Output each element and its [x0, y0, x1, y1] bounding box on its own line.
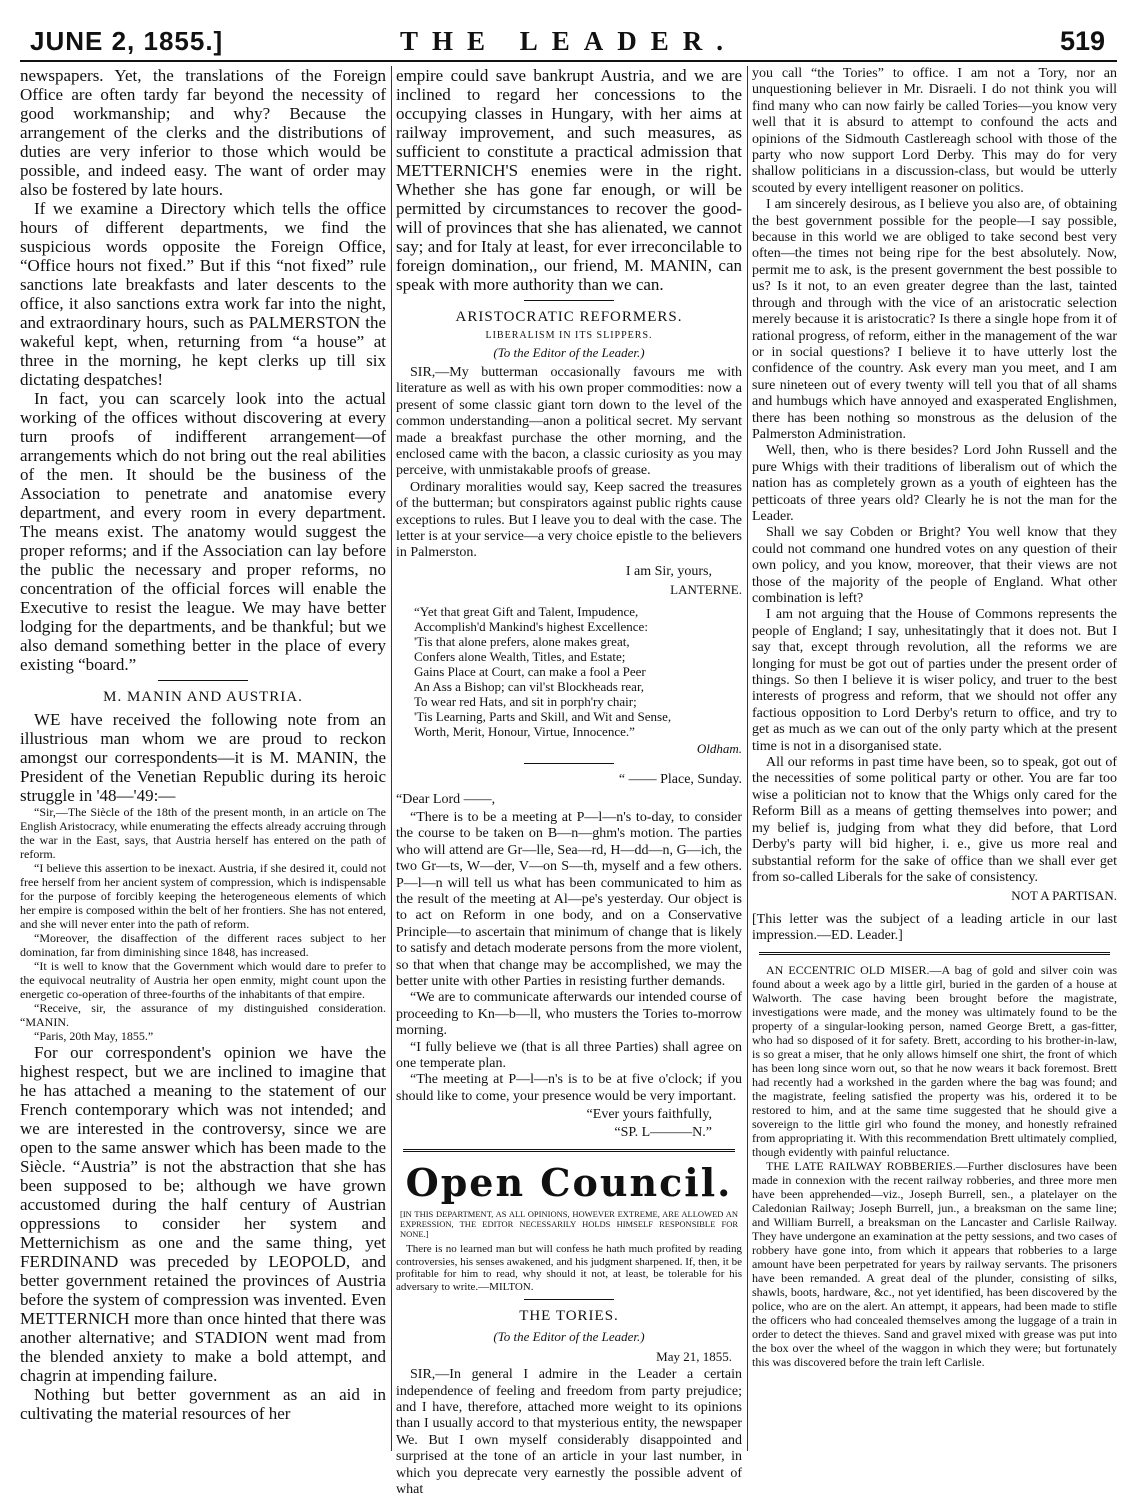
letter-paragraph: SIR,—My butterman occasionally favours me with literature as well as with his own proper commodities: now a present of some classic giant torn down to the level of the common understanding—anon a political secret. My servant made a breakfast purchase the other morning, and the enclosed came with the bacon, a classic curiosity as you may perceive, with unmistakable proofs of grease.	[396, 365, 742, 479]
paragraph: In fact, you can scarcely look into the actual working of the offices without discovering at every turn proofs of indifferent arrangement—of arrangements which do not bring out the real abilities of the men. It should be the business of the Association to penetrate and anatomise every department, and every room in every department. The means exist. The anatomy would suggest the proper reforms; and if the Association can lay before the public the necessary and proper reforms, no concentration of the official forces will enable the Executive to resist the league. We may have better lodging for the departments, and be thankful; but we also demand something better in the place of every existing “board.”	[20, 389, 386, 674]
poem-line: Confers alone Wealth, Titles, and Estate;	[414, 648, 626, 664]
paragraph: you call “the Tories” to office. I am not a Tory, nor an unquestioning believer in Mr. Disraeli. I do not think you will find many who can now fairly be called Tories—you know very well that it is absurd to attempt to confound the acts and opinions of the Sidmouth Castlereagh school with those of the party who now support Lord Derby. This may do for very shallow politicians in a discussion-class, but would be utterly scouted by every intelligent reasoner on politics.	[752, 66, 1117, 196]
letter-paragraph: “We are to communicate afterwards our intended course of proceeding to Kn—b—ll, who musters the Tories to-morrow morning.	[396, 990, 742, 1039]
letter-paragraph: “Sir,—The Siècle of the 18th of the present month, in an article on The English Aristocracy, while enumerating the effects already accruing through the war in the East, says, that Austria herself has entered on the path of reform.	[20, 805, 386, 861]
article-heading-tories: THE TORIES.	[519, 1308, 619, 1325]
letter-paragraph: SIR,—In general I admire in the Leader a certain independence of feeling and freedom from party prejudice; and I have, therefore, attached more weight to its opinions than I usually accord to that mysterious entity, the newspaper We. But I own myself considerably disappointed and surprised at the tone of an article in your last number, in which you deprecate very earnestly the possible advent of what	[396, 1367, 742, 1498]
poem-line: 'Tis that alone prefers, alone makes great,	[414, 633, 630, 649]
letter-paragraph: Ordinary moralities would say, Keep sacred the treasures of the butterman; but conspirators against public rights cause exceptions to rules. But I leave you to deal with the case. The letter is at your service—a very choice epistle to the believers in Palmerston.	[396, 479, 742, 561]
column-3	[752, 66, 1117, 1451]
addressee: (To the Editor of the Leader.)	[493, 345, 645, 360]
news-item-railway: THE LATE RAILWAY ROBBERIES.—Further disclosures have been made in connexion with the recent railway robberies, and three more men have been apprehended—viz., Joseph Burrell, sen., a platelayer on the Caledonian Railway; Joseph Burrell, jun., a breaksman on the same line; and William Burrell, a breaksman on the Lancaster and Carlisle Railway. They have undergone an examination at the petty sessions, and two cases of robbery have gone into, from which it appears that robberies to a large amount have been perpetrated for years by railway servants. The prisoners have been remanded. A great deal of the plunder, consisting of silks, shawls, boots, hardware, &c., not yet identified, has been discovered by the police, who are on the alert. An attempt, it appears, had been made to stifle the officers who had concealed themselves among the luggage of a train in order to detect the thieves. Sand and gravel mixed with grease was put into the box over the wheel of the waggon in which they were; but fortunately this was discovered before the train left Carlisle.	[752, 1159, 1117, 1370]
editor-note: [This letter was the subject of a leading article in our last impression.—ED. Leader.]	[752, 912, 1117, 944]
salutation: “Dear Lord ——,	[396, 791, 496, 807]
masthead	[20, 0, 1117, 62]
column-2	[396, 66, 743, 1498]
article-subheading: LIBERALISM IN ITS SLIPPERS.	[485, 330, 653, 341]
motto: There is no learned man but will confess he hath much profited by reading controversies, his senses awakened, and his judgment sharpened. If, then, it be profitable for him to read, why should it not, at least, be tolerable for his adversary to write.—MILTON.	[396, 1243, 742, 1293]
paragraph: Nothing but better government as an aid in cultivating the material resources of her	[20, 1385, 386, 1423]
paragraph: I am sincerely desirous, as I believe you also are, of obtaining the best government possible for the people—I say possible, because in this world we are obliged to take second best very often—the times not being ripe for the best absolutely. Now, permit me to ask, is the present government the best possible to us? Is it not, to an even greater degree than the last, tainted through and through with the vice of an aristocratic selection merely because it is aristocratic? Is there a single hope from it of rational progress, of reform, either in the management of the war or in social questions? I believe it to have utterly lost the confidence of the country. Ask every man you meet, and I am sure nineteen out of every twenty will tell you that of all shams and humbugs which have annoyed and exasperated Englishmen, there has been nothing so monstrous as the delusion of the Palmerston Administration.	[752, 197, 1117, 442]
divider	[524, 763, 614, 764]
poem-source: Oldham.	[696, 740, 742, 756]
newspaper-title: THE LEADER.	[399, 26, 738, 56]
paragraph: All our reforms in past time have been, so to speak, got out of the necessities of some political party or other. You are far too wise a politician not to know that the Whigs only cared for the Reform Bill as a means of getting themselves into power; and my belief is, judging from what they did before, that Lord Derby's party will bid higher, i. e., give us more real and substantial reform for the sake of office than we shall ever get from so-called Liberals for the sake of consistency.	[752, 755, 1117, 885]
letter-paragraph: “It is well to know that the Government which would dare to prefer to the equivocal neutrality of Austria her open enmity, might count upon the energetic co-operation of three-fourths of the inhabitants of that empire.	[20, 959, 386, 1001]
poem-line: 'Tis Learning, Parts and Skill, and Wit and Sense,	[414, 708, 672, 724]
divider	[524, 300, 614, 301]
paragraph: I am not arguing that the House of Commons represents the people of England; I say, unhesitatingly that it does not. But I say that, except through revolution, all the reforms we are longing for must be got out of parties under the present order of things. So then I believe it is wiser policy, and truer to the best interests of progress and reform, that we should not offer any factious opposition to Lord Derby's return to office, and try to get as much as we can out of the only party which at the present time is not in a disorganised state.	[752, 607, 1117, 754]
editorial-notice: [IN THIS DEPARTMENT, AS ALL OPINIONS, HOWEVER EXTREME, ARE ALLOWED AN EXPRESSION, THE EDITOR NECESSARILY HOLDS HIMSELF RESPONSIBLE FOR NONE.]	[400, 1209, 738, 1240]
closing: I am Sir, yours,	[625, 563, 712, 579]
article-heading-manin: M. MANIN AND AUSTRIA.	[103, 689, 303, 705]
paragraph: WE have received the following note from an illustrious man whom we are proud to reckon amongst our correspondents—it is M. MANIN, the President of the Venetian Republic during its heroic struggle in '48—'49:—	[20, 710, 386, 805]
poem-line: “Yet that great Gift and Talent, Impudence,	[414, 603, 639, 619]
double-rule	[759, 952, 1109, 955]
poem-line: Worth, Merit, Honour, Virtue, Innocence.”	[414, 723, 635, 739]
paragraph: empire could save bankrupt Austria, and we are inclined to regard her concessions to the occupying classes in Hungary, with her aims at railway improvement, and such measures, as sufficient to constitute a practical admission that METTERNICH'S enemies were in the right. Whether she has gone far enough, or will be permitted by circumstances to recover the good-will of provinces that she has alienated, we cannot say; and for Italy at least, for ever irreconcilable to foreign domination,, our friend, M. MANIN, can speak with more authority than we can.	[396, 66, 742, 294]
section-title-open-council: Open Council.	[405, 1160, 733, 1206]
column-rule	[391, 66, 392, 1451]
letter-paragraph: “The meeting at P—l—n's is to be at five o'clock; if you should like to come, your presence would be very important.	[396, 1072, 742, 1104]
letter-date: May 21, 1855.	[656, 1349, 732, 1365]
letter-paragraph: “Moreover, the disaffection of the different races subject to her domination, far from diminishing since 1848, has increased.	[20, 931, 386, 959]
letter-paragraph: “Paris, 20th May, 1855.”	[34, 1029, 154, 1043]
poem-line: To wear red Hats, and sit in porph'ry chair;	[414, 693, 637, 709]
signature: NOT A PARTISAN.	[1011, 888, 1117, 904]
column-1	[20, 66, 386, 1451]
closing: “Ever yours faithfully,	[586, 1107, 712, 1123]
letter-paragraph: “Receive, sir, the assurance of my distinguished consideration. “MANIN.	[20, 1001, 386, 1029]
paragraph: For our correspondent's opinion we have the highest respect, but we are inclined to imagine that he has attached a meaning to the statement of our French contemporary which was not intended; and we are interested in the controversy, since we are open to the same answer which has been made to the Siècle. “Austria” is not the abstraction that she has been supposed to be; although we have grown accustomed during the half century of Austrian oppressions to consider her system and Metternichism as one and the same thing, yet FERDINAND was preceded by LEOPOLD, and better government retained the provinces of Austria before the system of compression was invented. Even METTERNICH more than once hinted that there was another alternative; and STADION went mad from the blended anxiety to make a bold attempt, and chagrin at impending failure.	[20, 1043, 386, 1385]
paragraph: If we examine a Directory which tells the office hours of different departments, we find the suspicious words opposite the Foreign Office, “Office hours not fixed.” But if this “not fixed” rule sanctions late breakfasts and later descents to the office, it also sanctions extra work far into the night, and extraordinary hours, such as PALMERSTON the wakeful kept, when, returning from “a house” at three in the morning, he kept clerks up till six dictating despatches!	[20, 199, 386, 389]
paragraph: Well, then, who is there besides? Lord John Russell and the pure Whigs with their traditions of liberalism out of which the nation has as completely grown as a youth of eighteen has the petticoats of three years old? Clearly he is not the man for the Leader.	[752, 443, 1117, 524]
divider	[158, 680, 248, 681]
news-item-miser: AN ECCENTRIC OLD MISER.—A bag of gold and silver coin was found about a week ago by a little girl, buried in the garden of a house at Walworth. The case having been brought before the magistrate, investigations were made, and the money was ultimately found to be the property of a singular-looking person, named George Brett, a gas-fitter, who had so disposed of it for safety. Brett, according to his brother-in-law, is so great a miser, that he only allows himself one shirt, the front of which has been long since worn out, so that he now wears it back foremost. Brett had recently had a workshed in the garden where the bag was found; and the magistrate, feeling satisfied the property was his, ordered it to be restored to him, and at the same time suggested that he should give a sovereign to the little girl who found the money, and honestly refrained from appropriating it. With this recommendation Brett ultimately complied, though evidently with painful reluctance.	[752, 963, 1117, 1160]
signature: LANTERNE.	[670, 581, 742, 597]
poem	[414, 604, 742, 739]
poem-line: Accomplish'd Mankind's highest Excellence:	[414, 618, 648, 634]
poem-line: An Ass a Bishop; can vil'st Blockheads rear,	[414, 678, 645, 694]
page-number: 519	[1059, 26, 1105, 56]
letter-paragraph: “I fully believe we (that is all three Parties) shall agree on one temperate plan.	[396, 1039, 742, 1071]
column-rule	[747, 66, 748, 1451]
signature: “SP. L———N.”	[614, 1125, 712, 1141]
paragraph: newspapers. Yet, the translations of the Foreign Office are often tardy far beyond the necessity of good workmanship; and why? Because the arrangement of the clerks and the distributions of duties are very inferior to those which would be possible, and indeed easy. The want of order may also be fostered by late hours.	[20, 66, 386, 199]
double-rule	[403, 1149, 735, 1152]
letter-paragraph: “There is to be a meeting at P—l—n's to-day, to consider the course to be taken on B—n—ghm's motion. The parties who will attend are Gr—lle, Sea—rd, H—dd—n, G—ich, the two Gr—ts, W—der, V—on S—th, myself and a few others. P—l—n will tell us what has been communicated to him as the result of the meeting at Al—pe's yesterday. Our object is to act on Reform in one body, and on a Conservative Principle—to ascertain that minimum of change that is likely to satisfy and detach moderate persons from the more violent, so that when that change may be accomplished, we may the better unite with other Parties in resisting further demands.	[396, 809, 743, 989]
poem-line: Gains Place at Court, can make a fool a Peer	[414, 663, 646, 679]
letter-place: “ —— Place, Sunday.	[618, 771, 742, 787]
addressee: (To the Editor of the Leader.)	[493, 1329, 645, 1345]
article-heading-aristocratic: ARISTOCRATIC REFORMERS.	[455, 309, 683, 325]
paragraph: Shall we say Cobden or Bright? You well know that they could not command one hundred votes on any question of their own policy, and you know, moreover, that their views are not those of the majority of the people of England. What other combination is left?	[752, 525, 1117, 606]
issue-date: JUNE 2, 1855.]	[30, 26, 224, 56]
letter-paragraph: “I believe this assertion to be inexact. Austria, if she desired it, could not free herself from her ancient system of compression, which is indispensable for the purpose of forcibly keeping the heterogeneous elements of which her empire is composed within the belt of her frontiers. She has not entered, and she will never enter into the path of reform.	[20, 861, 386, 931]
divider	[524, 1299, 614, 1300]
